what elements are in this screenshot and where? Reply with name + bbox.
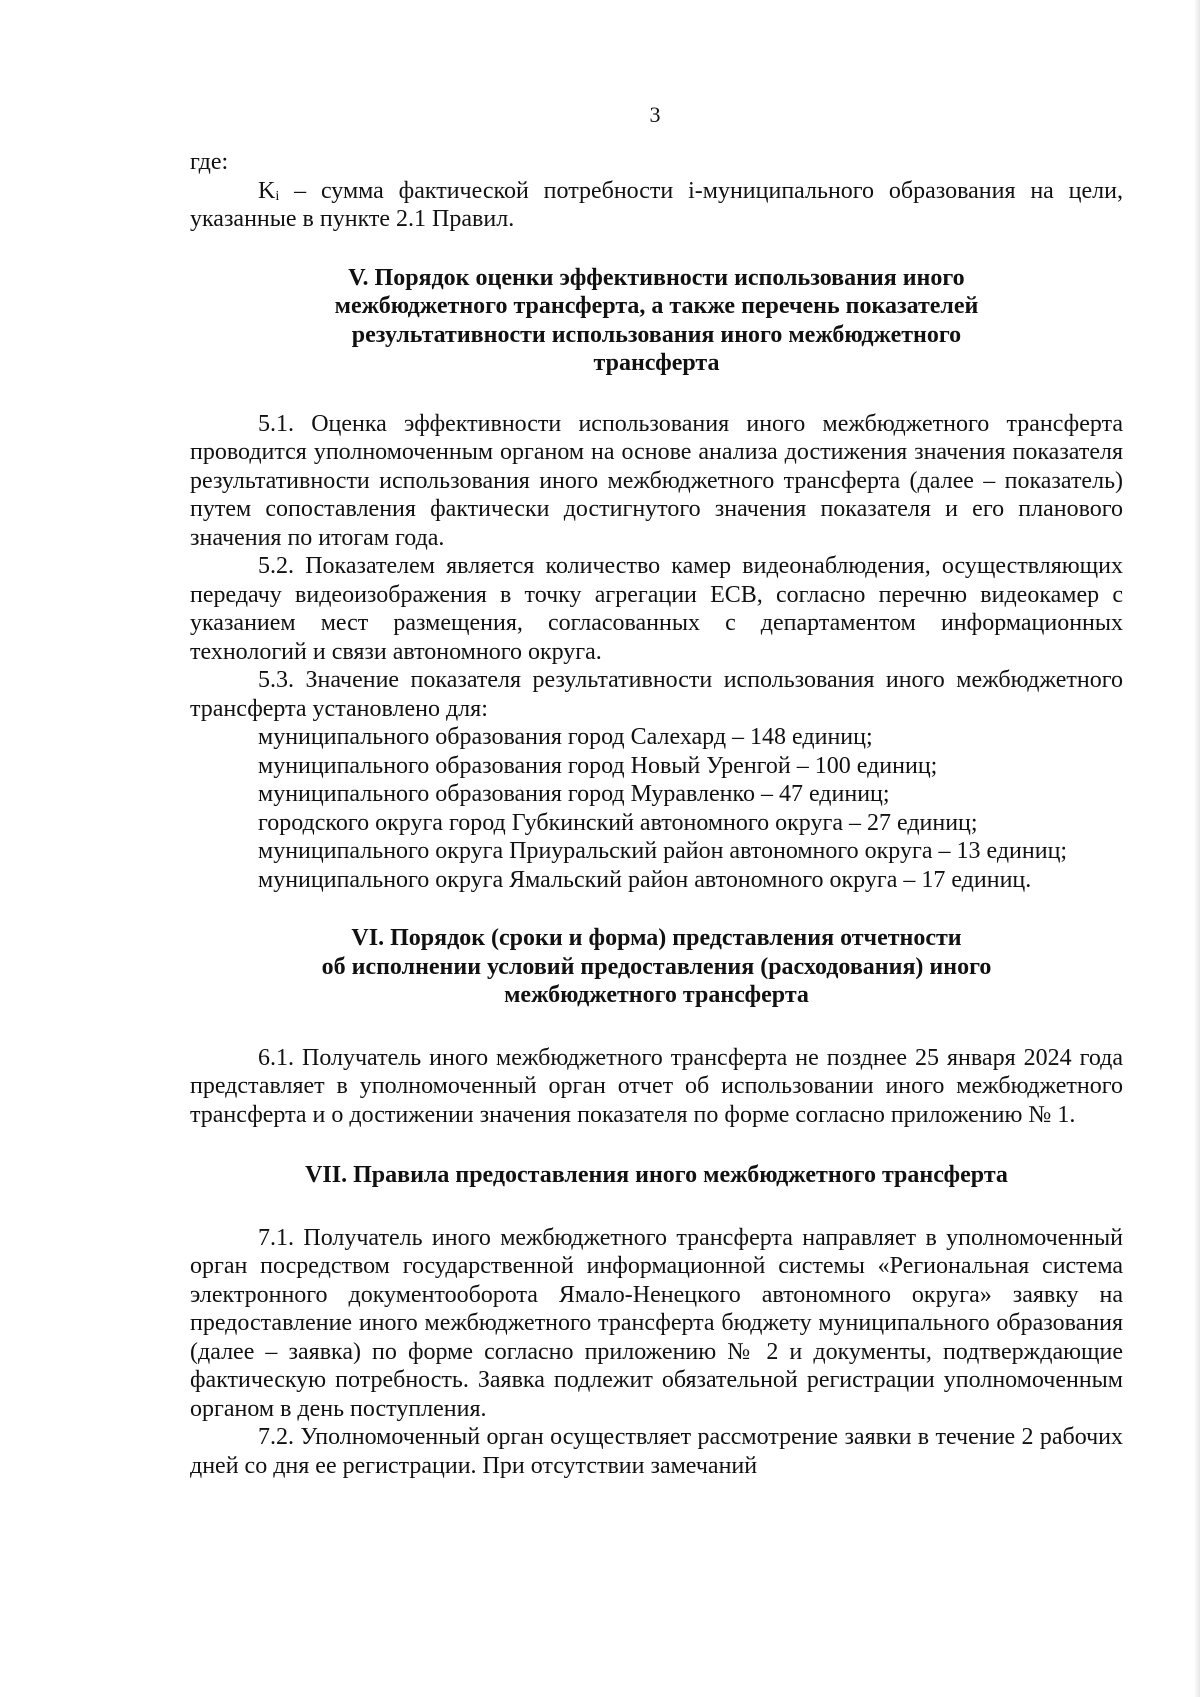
section-6-title-line: VI. Порядок (сроки и форма) представления отчетности [351, 925, 962, 951]
paragraph-5-1: 5.1. Оценка эффективности использования иного межбюджетного трансферта проводится уполномоченным органом на основе анализа достижения значения показателя результативности использования иного межбюджетного трансферта (далее – показатель) путем сопоставления фактически достигнутого значения показателя и его планового значения по итогам года. [190, 410, 1123, 551]
section-5-title [190, 264, 1123, 378]
indicator-item-muravlenko: муниципального образования город Муравленко – 47 единиц; [258, 781, 890, 807]
paragraph-5-2: 5.2. Показателем является количество камер видеонаблюдения, осуществляющих передачу видеоизображения в точку агрегации ЕСВ, согласно перечню видеокамер с указанием мест размещения, согласованных с департаментом информационных технологий и связи автономного округа. [190, 553, 1123, 665]
page-content [190, 148, 1123, 1480]
indicator-item-priuralsky: муниципального округа Приуральский район автономного округа – 13 единиц; [258, 838, 1068, 864]
section-7-title: VII. Правила предоставления иного межбюджетного трансферта [305, 1162, 1008, 1188]
section-5-title-line: трансферта [593, 350, 720, 376]
paragraph-7-2: 7.2. Уполномоченный орган осуществляет рассмотрение заявки в течение 2 рабочих дней со дня ее регистрации. При отсутствии замечаний [190, 1424, 1123, 1479]
page-number: 3 [649, 102, 661, 127]
ki-definition: Kᵢ – сумма фактической потребности i-муниципального образования на цели, указанные в пункте 2.1 Правил. [190, 177, 1123, 232]
section-6-title-line: об исполнении условий предоставления (расходования) иного [321, 953, 992, 980]
scan-edge-shadow [1194, 0, 1200, 1697]
paragraph-6-1: 6.1. Получатель иного межбюджетного трансферта не позднее 25 января 2024 года представляет в уполномоченный орган отчет об использовании иного межбюджетного трансферта и о достижении значения показателя по форме согласно приложению № 1. [190, 1044, 1123, 1128]
indicator-item-novy-urengoy: муниципального образования город Новый Уренгой – 100 единиц; [258, 752, 938, 779]
paragraph-7-1: 7.1. Получатель иного межбюджетного трансферта направляет в уполномоченный орган посредством государственной информационной системы «Региональная система электронного документооборота Ямало-Ненецкого автономного округа» заявку на предоставление иного межбюджетного трансферта бюджету муниципального образования (далее – заявка) по форме согласно приложению № 2 и документы, подтверждающие фактическую потребность. Заявка подлежит обязательной регистрации уполномоченным органом в день поступления. [190, 1224, 1123, 1422]
section-6-title-line: межбюджетного трансферта [504, 982, 809, 1008]
indicator-item-salekhard: муниципального образования город Салехард – 148 единиц; [258, 724, 873, 750]
section-5-title-line: V. Порядок оценки эффективности использования иного [348, 264, 965, 291]
paragraph-5-3: 5.3. Значение показателя результативности использования иного межбюджетного трансферта установлено для: [190, 667, 1123, 722]
indicator-item-yamalsky: муниципального округа Ямальский район автономного округа – 17 единиц. [258, 866, 1032, 893]
section-6-title [190, 924, 1123, 1010]
indicator-item-gubkinsky: городского округа город Губкинский автономного округа – 27 единиц; [258, 809, 978, 836]
where-label: где: [190, 149, 229, 175]
section-5-title-line: межбюджетного трансферта, а также перечень показателей [334, 293, 979, 319]
section-5-title-line: результативности использования иного межбюджетного [351, 321, 962, 348]
